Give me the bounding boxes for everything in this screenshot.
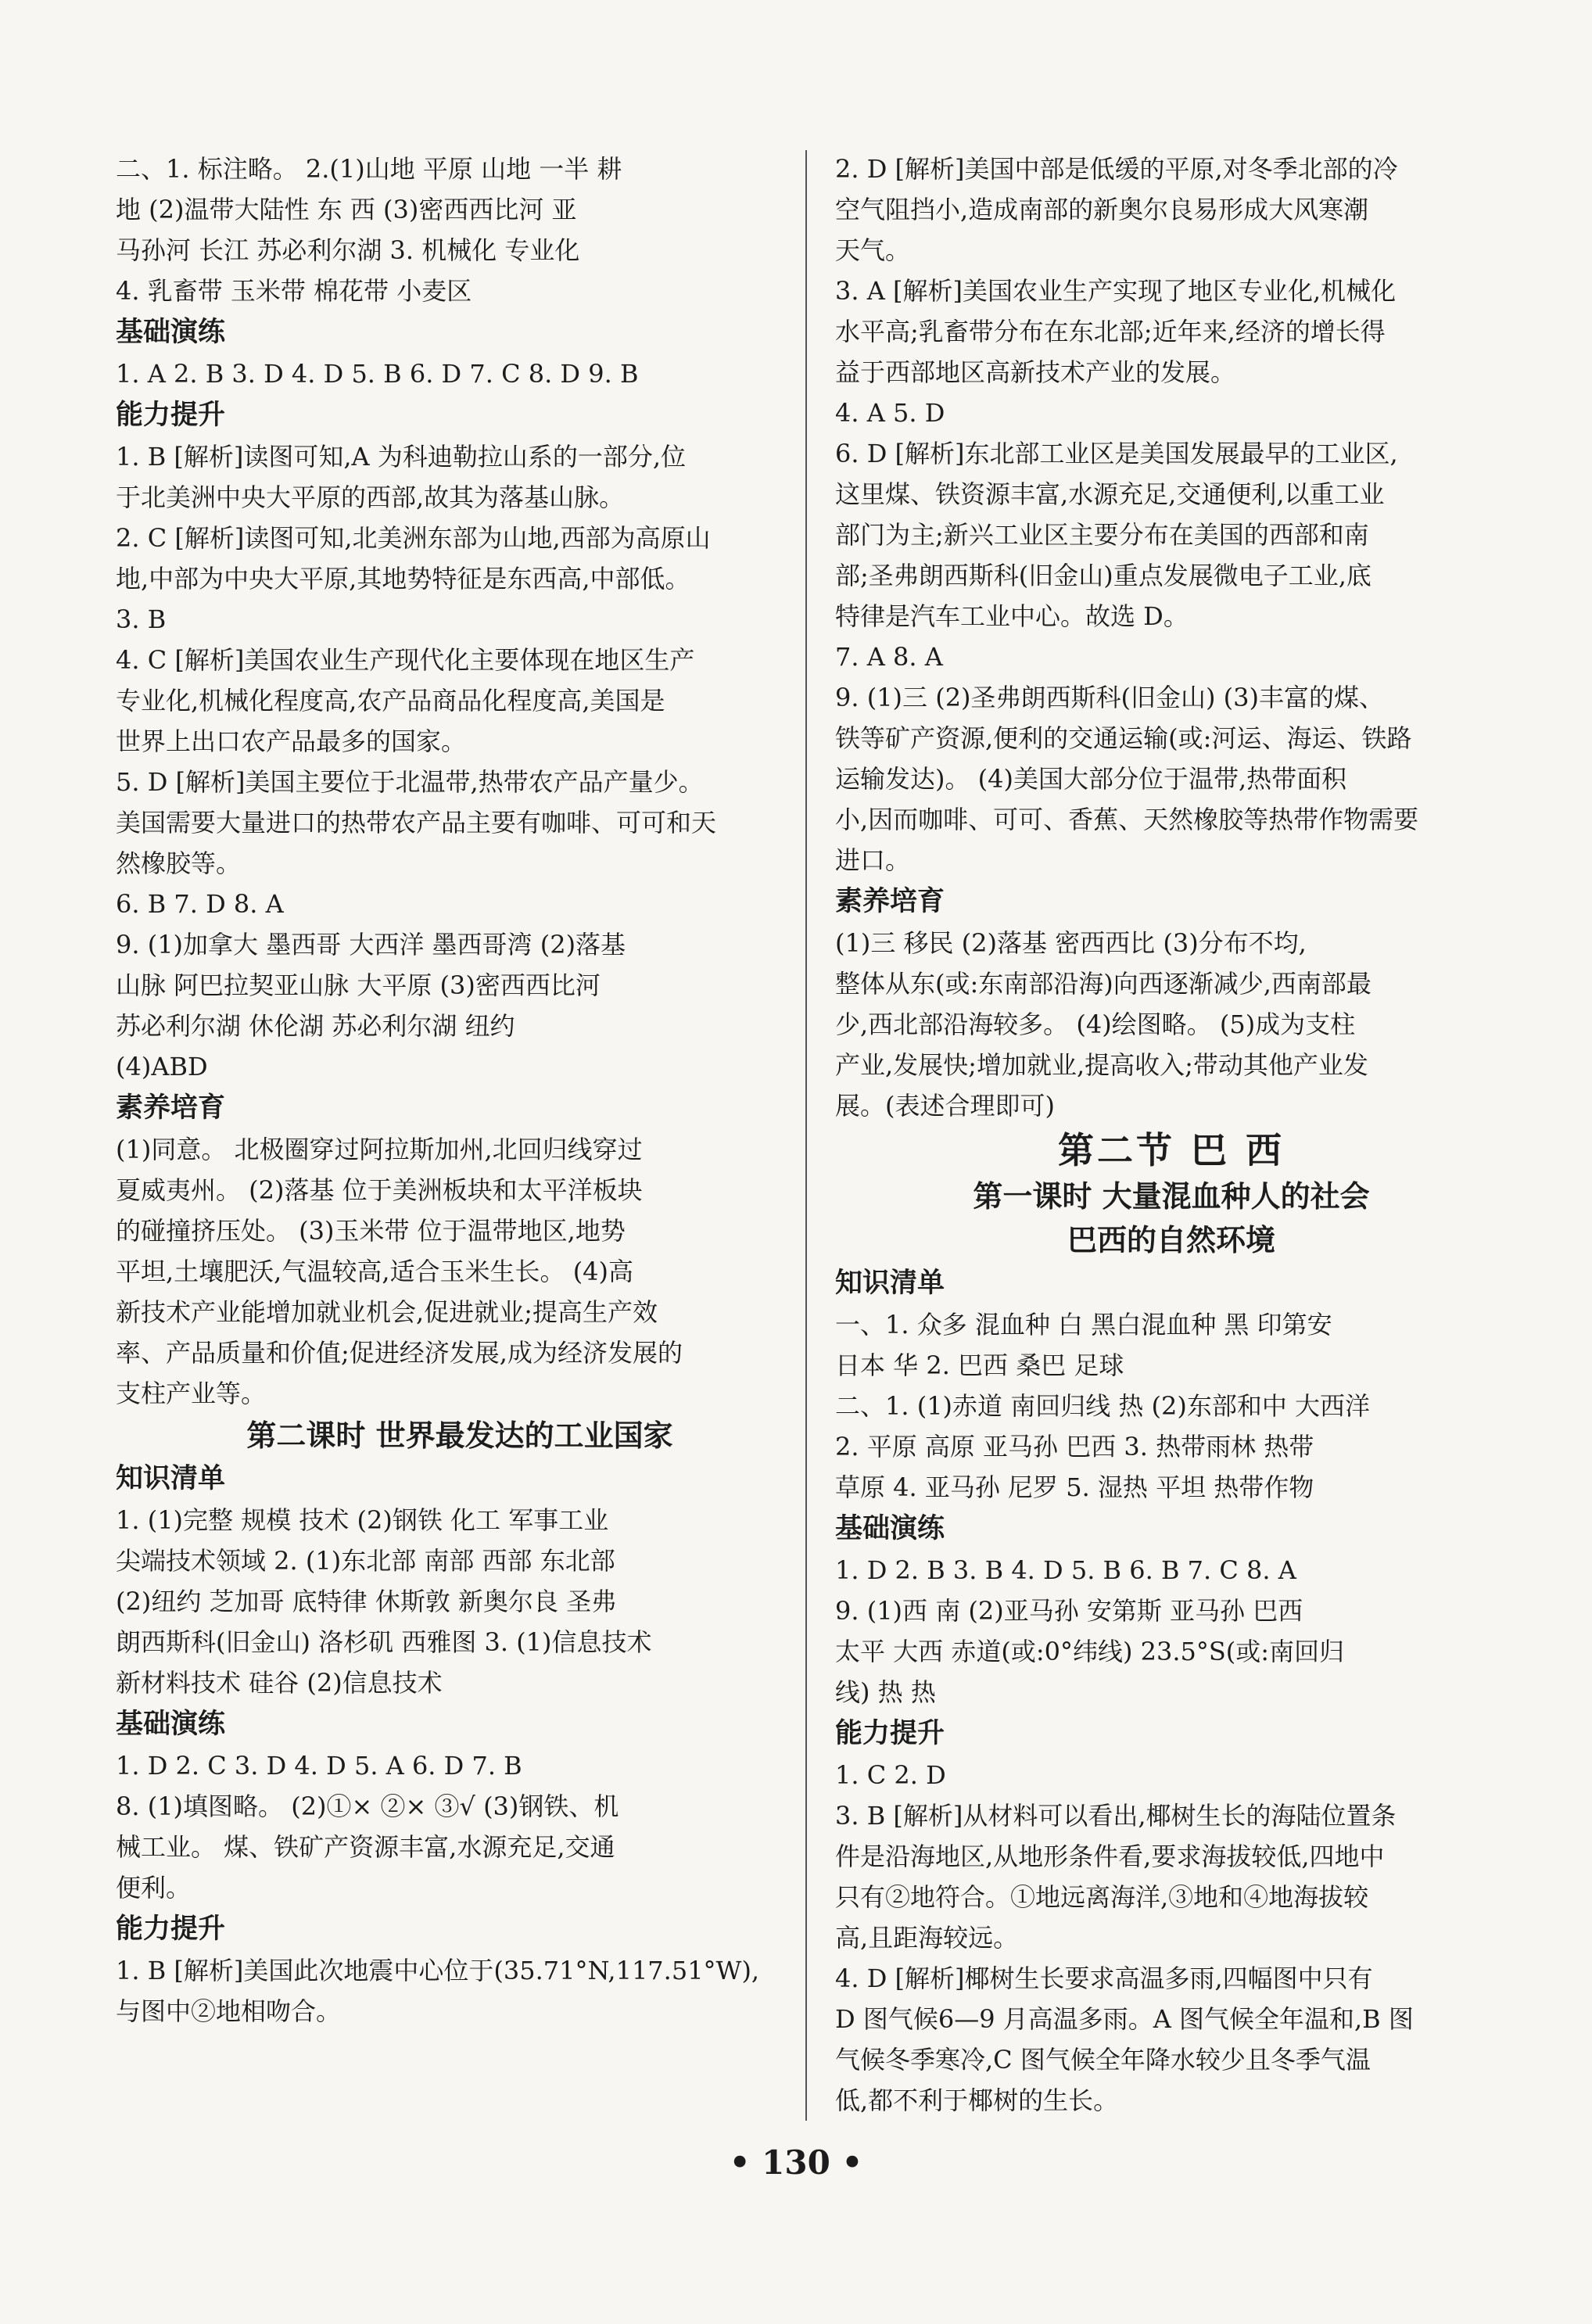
text-line: 地,中部为中央大平原,其地势特征是东西高,中部低。 [116,564,690,594]
text-line: (2)纽约 芝加哥 底特律 休斯敦 新奥尔良 圣弗 [116,1587,617,1616]
lesson-title: 巴西的自然环境 [1067,1222,1275,1257]
text-line: 5. D [解析]美国主要位于北温带,热带农产品产量少。 [116,767,704,797]
section-heading: 基础演练 [835,1513,945,1544]
text-line: 进口。 [835,845,911,875]
section-heading: 素养培育 [835,886,945,917]
text-line: 展。(表述合理即可) [835,1091,1055,1121]
text-line: 特律是汽车工业中心。故选 D。 [835,601,1189,631]
section-heading: 基础演练 [116,1709,226,1740]
lesson-title: 第二课时 世界最发达的工业国家 [246,1418,673,1453]
text-line: 夏威夷州。 (2)落基 位于美洲板块和太平洋板块 [116,1175,643,1205]
text-line: 1. B [解析]读图可知,A 为科迪勒拉山系的一部分,位 [116,442,686,472]
text-line: 便利。 [116,1873,192,1903]
text-line: 2. D [解析]美国中部是低缓的平原,对冬季北部的冷 [835,154,1398,184]
text-line: 地 (2)温带大陆性 东 西 (3)密西西比河 亚 [116,195,577,224]
text-line: 8. (1)填图略。 (2)①× ②× ③√ (3)钢铁、机 [116,1791,619,1821]
text-line: 6. D [解析]东北部工业区是美国发展最早的工业区, [835,439,1398,468]
text-line: 运输发达)。 (4)美国大部分位于温带,热带面积 [835,764,1347,794]
text-line: 铁等矿产资源,便利的交通运输(或:河运、海运、铁路 [835,723,1412,753]
text-line: (1)同意。 北极圈穿过阿拉斯加州,北回归线穿过 [116,1135,643,1164]
text-line: 然橡胶等。 [116,848,242,878]
text-line: 4. D [解析]椰树生长要求高温多雨,四幅图中只有 [835,1964,1373,1993]
text-line: 二、1. 标注略。 2.(1)山地 平原 山地 一半 耕 [116,154,622,184]
text-line: 部;圣弗朗西斯科(旧金山)重点发展微电子工业,底 [835,561,1371,590]
text-line: 支柱产业等。 [116,1379,267,1408]
text-line: 新材料技术 硅谷 (2)信息技术 [116,1668,443,1698]
text-line: 美国需要大量进口的热带农产品主要有咖啡、可可和天 [116,808,717,837]
text-line: 二、1. (1)赤道 南回归线 热 (2)东部和中 大西洋 [835,1391,1371,1421]
text-line: 件是沿海地区,从地形条件看,要求海拔较低,四地中 [835,1842,1385,1871]
text-line: 1. D 2. C 3. D 4. D 5. A 6. D 7. B [116,1751,522,1781]
text-line: 4. C [解析]美国农业生产现代化主要体现在地区生产 [116,645,695,675]
text-line: 日本 华 2. 巴西 桑巴 足球 [835,1350,1124,1380]
text-line: 与图中②地相吻合。 [116,1996,342,2026]
text-line: 益于西部地区高新技术产业的发展。 [835,357,1236,387]
text-line: 天气。 [835,235,911,265]
section-heading: 能力提升 [116,1913,226,1945]
section-title: 第二节 巴 西 [1057,1129,1285,1171]
text-line: 1. A 2. B 3. D 4. D 5. B 6. D 7. C 8. D 9. B [116,359,639,389]
column-divider [805,150,807,2121]
text-line: 率、产品质量和价值;促进经济发展,成为经济发展的 [116,1338,683,1368]
text-line: 的碰撞挤压处。 (3)玉米带 位于温带地区,地势 [116,1216,626,1246]
text-line: 1. (1)完整 规模 技术 (2)钢铁 化工 军事工业 [116,1505,609,1535]
text-line: 这里煤、铁资源丰富,水源充足,交通便利,以重工业 [835,479,1385,509]
text-line: 9. (1)加拿大 墨西哥 大西洋 墨西哥湾 (2)落基 [116,930,626,959]
text-line: 1. D 2. B 3. B 4. D 5. B 6. B 7. C 8. A [835,1555,1296,1585]
text-line: 1. C 2. D [835,1760,946,1790]
text-line: 空气阻挡小,造成南部的新奥尔良易形成大风寒潮 [835,195,1369,224]
text-line: 高,且距海较远。 [835,1923,1019,1953]
text-line: 2. 平原 高原 亚马孙 巴西 3. 热带雨林 热带 [835,1432,1314,1461]
left-column [116,149,804,2032]
section-heading: 基础演练 [116,317,226,348]
text-line: 马孙河 长江 苏必利尔湖 3. 机械化 专业化 [116,235,580,265]
text-line: 平坦,土壤肥沃,气温较高,适合玉米生长。 (4)高 [116,1257,634,1286]
right-column [835,149,1508,2121]
lesson-title: 第一课时 大量混血种人的社会 [973,1178,1370,1214]
text-line: 2. C [解析]读图可知,北美洲东部为山地,西部为高原山 [116,523,711,553]
text-line: 3. B [116,604,167,634]
text-line: 小,因而咖啡、可可、香蕉、天然橡胶等热带作物需要 [835,805,1419,834]
text-line: 3. A [解析]美国农业生产实现了地区专业化,机械化 [835,276,1397,306]
text-line: 一、1. 众多 混血种 白 黑白混血种 黑 印第安 [835,1310,1332,1340]
text-line: 太平 大西 赤道(或:0°纬线) 23.5°S(或:南回归 [835,1637,1345,1666]
text-line: 4. A 5. D [835,398,945,428]
text-line: 山脉 阿巴拉契亚山脉 大平原 (3)密西西比河 [116,970,601,1000]
text-line: 苏必利尔湖 休伦湖 苏必利尔湖 纽约 [116,1011,515,1041]
section-heading: 能力提升 [835,1718,945,1749]
text-line: 朗西斯科(旧金山) 洛杉矶 西雅图 3. (1)信息技术 [116,1627,652,1657]
section-heading: 能力提升 [116,400,226,431]
text-line: 3. B [解析]从材料可以看出,椰树生长的海陆位置条 [835,1801,1397,1831]
text-line: 产业,发展快;增加就业,提高收入;带动其他产业发 [835,1050,1368,1080]
section-heading: 知识清单 [835,1268,945,1299]
text-line: 低,都不利于椰树的生长。 [835,2086,1119,2115]
text-line: 水平高;乳畜带分布在东北部;近年来,经济的增长得 [835,317,1386,346]
text-line: 1. B [解析]美国此次地震中心位于(35.71°N,117.51°W), [116,1956,760,1985]
text-line: 只有②地符合。①地远离海洋,③地和④地海拔较 [835,1882,1369,1912]
text-line: 4. 乳畜带 玉米带 棉花带 小麦区 [116,276,472,306]
text-line: 7. A 8. A [835,642,943,672]
text-line: (4)ABD [116,1052,208,1081]
text-line: 于北美洲中央大平原的西部,故其为落基山脉。 [116,482,625,512]
text-line: 械工业。 煤、铁矿产资源丰富,水源充足,交通 [116,1832,615,1862]
section-heading: 素养培育 [116,1092,226,1124]
text-line: 9. (1)三 (2)圣弗朗西斯科(旧金山) (3)丰富的煤、 [835,683,1385,712]
text-line: 线) 热 热 [835,1677,936,1707]
text-line: 世界上出口农产品最多的国家。 [116,726,467,756]
text-line: 9. (1)西 南 (2)亚马孙 安第斯 亚马孙 巴西 [835,1596,1303,1626]
page-number: • 130 • [729,2143,863,2182]
text-line: 部门为主;新兴工业区主要分布在美国的西部和南 [835,520,1369,550]
text-line: 少,西北部沿海较多。 (4)绘图略。 (5)成为支柱 [835,1010,1356,1039]
text-line: 气候冬季寒冷,C 图气候全年降水较少且冬季气温 [835,2045,1371,2075]
text-line: D 图气候6—9 月高温多雨。A 图气候全年温和,B 图 [835,2004,1414,2034]
text-line: 新技术产业能增加就业机会,促进就业;提高生产效 [116,1297,658,1327]
text-line: 草原 4. 亚马孙 尼罗 5. 湿热 平坦 热带作物 [835,1472,1314,1502]
text-line: 尖端技术领域 2. (1)东北部 南部 西部 东北部 [116,1546,615,1576]
text-line: 专业化,机械化程度高,农产品商品化程度高,美国是 [116,686,665,715]
text-line: 整体从东(或:东南部沿海)向西逐渐减少,西南部最 [835,969,1371,999]
text-line: (1)三 移民 (2)落基 密西西比 (3)分布不均, [835,928,1307,958]
text-line: 6. B 7. D 8. A [116,889,284,919]
section-heading: 知识清单 [116,1463,226,1494]
